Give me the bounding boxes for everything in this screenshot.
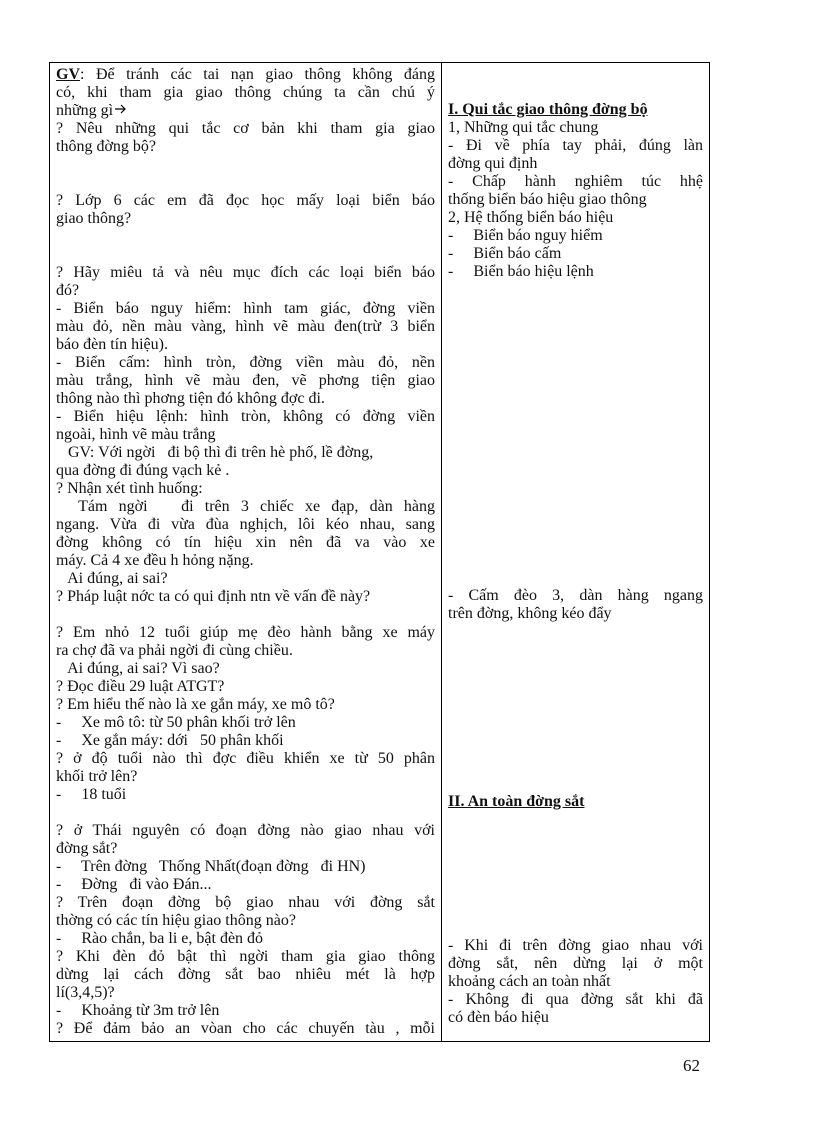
left-line-51: lí(3,4,5)? [56, 984, 115, 1001]
left-line-28: Ai đúng, ai sai? [56, 570, 168, 587]
left-line-7: ? Lớp 6 các em đã đọc học mấy loại biển báo [56, 192, 435, 209]
left-line-3: ? Nêu những qui tắc cơ bản khi tham gia giao [56, 120, 435, 137]
right-line: - Đi về phía tay phải, đúng làn [448, 137, 703, 154]
left-line-33: Ai đúng, ai sai? Vì sao? [56, 660, 220, 677]
right-line: - Chấp hành nghiêm túc hhệ [448, 173, 703, 190]
left-line-46: ? Trên đoạn đờng bộ giao nhau với đờng sắt [56, 894, 435, 911]
right-line: - Khi đi trên đờng giao nhau với [448, 937, 703, 954]
left-line-50: dừng lại cách đờng sắt bao nhiêu mét là hợp [56, 966, 435, 983]
right-line: 1, Những qui tắc chung [448, 119, 599, 136]
right-line: có đèn báo hiệu [448, 1009, 549, 1026]
left-line-11: ? Hãy miêu tả và nêu mục đích các loại biển báo [56, 264, 435, 281]
page-number: 62 [683, 1056, 700, 1075]
left-line-34: ? Đọc điều 29 luật ATGT? [56, 678, 225, 695]
right-line: trên đờng, không kéo đẩy [448, 605, 612, 622]
left-line-18: thông nào thì phơng tiện đó không đợc đi. [56, 390, 325, 407]
left-line-8: giao thông? [56, 210, 132, 227]
left-line-1: có, khi tham gia giao thông chúng ta cần chú ý [56, 84, 435, 101]
spacer [448, 623, 703, 793]
left-line-35: ? Em hiểu thế nào là xe gắn máy, xe mô tô? [56, 696, 335, 713]
left-line-26: đờng không có tín hiệu xin nên đã va vào xe [56, 534, 435, 551]
left-line-0: GV: Để tránh các tai nạn giao thông không đáng [56, 66, 435, 83]
spacer [448, 811, 703, 937]
left-line-38: ? ở độ tuổi nào thì đợc điều khiển xe từ 50 phân [56, 750, 435, 767]
right-line: đờng qui định [448, 155, 538, 172]
spacer [56, 246, 435, 264]
left-line-27: máy. Cả 4 xe đều h hỏng nặng. [56, 552, 254, 569]
right-line: - Biển báo hiệu lệnh [448, 263, 594, 280]
lesson-table [49, 62, 710, 1042]
heading-railway-safety: II. An toàn đờng sắt [448, 793, 585, 810]
left-line-13: - Biển báo nguy hiểm: hình tam giác, đờng viền [56, 300, 435, 317]
left-line-25: ngang. Vừa đi vừa đùa nghịch, lôi kéo nhau, sang [56, 516, 435, 533]
left-line-47: thờng có các tín hiệu giao thông nào? [56, 912, 296, 929]
right-line: - Không đi qua đờng sắt khi đã [448, 991, 703, 1008]
right-line: đờng sắt, nên dừng lại ở một [448, 955, 703, 972]
left-line-24: Tám ngời đi trên 3 chiếc xe đạp, dàn hàng [56, 498, 435, 515]
spacer [56, 156, 435, 174]
left-line-12: đó? [56, 282, 80, 299]
spacer [56, 804, 435, 822]
left-line-20: ngoài, hình vẽ màu trắng [56, 426, 216, 443]
left-line-22: qua đờng đi đúng vạch kẻ . [56, 462, 230, 479]
left-line-52: - Khoảng từ 3m trở lên [56, 1002, 220, 1019]
right-line: - Cấm đèo 3, dàn hàng ngang [448, 587, 703, 604]
left-line-48: - Rào chắn, ba li e, bật đèn đỏ [56, 930, 264, 947]
spacer [448, 63, 703, 101]
left-line-2: những gì [56, 102, 435, 120]
teacher-student-activity-column [50, 63, 442, 1041]
right-line: - Biển báo nguy hiểm [448, 227, 603, 244]
left-line-15: báo đèn tín hiệu). [56, 336, 168, 353]
lesson-content-column [442, 63, 709, 1041]
gv-label: GV [56, 66, 80, 83]
right-line: thống biển báo hiệu giao thông [448, 191, 647, 208]
left-line-37: - Xe gắn máy: dới 50 phân khối [56, 732, 284, 749]
left-line-14: màu đỏ, nền màu vàng, hình vẽ màu đen(trừ 3 biển [56, 318, 435, 335]
left-line-31: ? Em nhỏ 12 tuổi giúp mẹ đèo hành bằng xe máy [56, 624, 435, 641]
left-line-49: ? Khi đèn đỏ bật thì ngời tham gia giao thông [56, 948, 435, 965]
right-line: 2, Hệ thống biển báo hiệu [448, 209, 614, 226]
left-line-53: ? Để đảm bảo an vòan cho các chuyến tàu , mỗi [56, 1020, 435, 1037]
heading-traffic-rules: I. Qui tắc giao thông đờng bộ [448, 101, 648, 118]
left-line-36: - Xe mô tô: từ 50 phân khối trở lên [56, 714, 296, 731]
left-line-39: khối trở lên? [56, 768, 138, 785]
spacer [56, 174, 435, 192]
left-line-4: thông đờng bộ? [56, 138, 157, 155]
left-line-45: - Đờng đi vào Đán... [56, 876, 212, 893]
left-line-21: GV: Với ngời đi bộ thì đi trên hè phố, lề đờng, [56, 444, 374, 461]
spacer [56, 606, 435, 624]
left-line-44: - Trên đờng Thống Nhất(đoạn đờng đi HN) [56, 858, 366, 875]
arrow-right-icon [115, 102, 127, 120]
left-line-19: - Biển hiệu lệnh: hình tròn, không có đờng viền [56, 408, 435, 425]
left-line-42: ? ở Thái nguyên có đoạn đờng nào giao nhau với [56, 822, 435, 839]
right-line: khoảng cách an toàn nhất [448, 973, 611, 990]
left-line-32: ra chợ đã va phải ngời đi cùng chiều. [56, 642, 293, 659]
spacer [56, 228, 435, 246]
left-line-40: - 18 tuổi [56, 786, 127, 803]
left-line-43: đờng sắt? [56, 840, 118, 857]
left-line-16: - Biển cấm: hình tròn, đờng viền màu đỏ, nền [56, 354, 435, 371]
right-line: - Biển báo cấm [448, 245, 562, 262]
left-line-23: ? Nhận xét tình huống: [56, 480, 203, 497]
left-line-17: màu trắng, hình vẽ màu đen, vẽ phơng tiện giao [56, 372, 435, 389]
spacer [448, 281, 703, 587]
left-line-29: ? Pháp luật nớc ta có qui định ntn về vấn đề này? [56, 588, 371, 605]
